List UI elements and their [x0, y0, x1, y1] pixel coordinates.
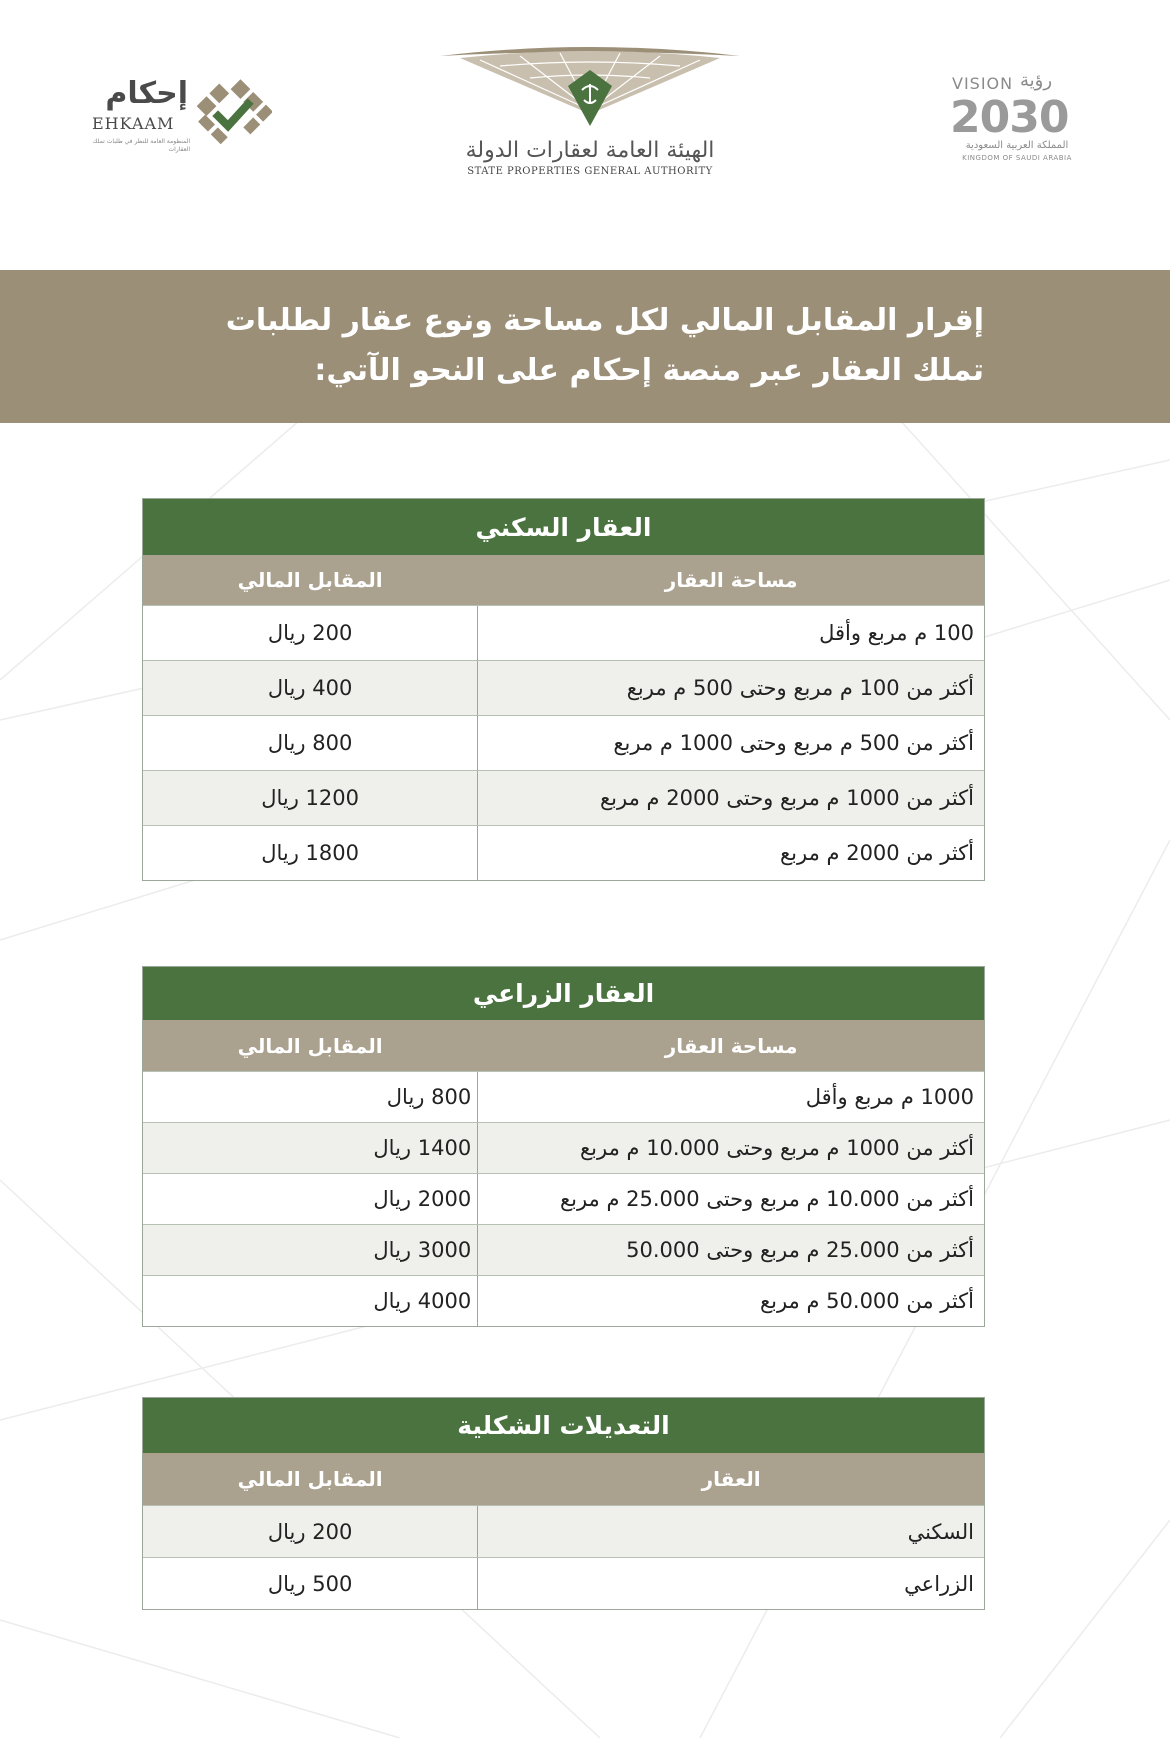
area-cell: أكثر من 1000 م مربع وحتى 2000 م مربع [477, 771, 984, 825]
table-row [143, 715, 984, 770]
area-cell: 100 م مربع وأقل [477, 606, 984, 660]
vision-country-en: KINGDOM OF SAUDI ARABIA [962, 154, 1072, 162]
fee-cell: 1200 ريال [261, 786, 359, 810]
header-fee: المقابل المالي [237, 1033, 383, 1058]
authority-name-ar: الهيئة العامة لعقارات الدولة [465, 138, 715, 163]
ehkaam-mark-icon [192, 76, 272, 156]
fee-cell: 3000 ريال [373, 1238, 472, 1262]
area-cell: أكثر من 2000 م مربع [477, 826, 984, 880]
agricultural-fee-table [142, 966, 985, 1327]
table-row [143, 1224, 984, 1275]
fee-cell: 1800 ريال [261, 841, 359, 865]
table-row [143, 605, 984, 660]
ehkaam-name-en: EHKAAM [92, 114, 175, 133]
table-row [143, 1557, 984, 1609]
vision-label-en: VISION [952, 74, 1014, 93]
fee-cell: 200 ريال [267, 621, 353, 645]
header-area: مساحة العقار [477, 1020, 984, 1071]
banner-line-1: إقرار المقابل المالي لكل مساحة ونوع عقار لطلبات [225, 303, 984, 338]
modifications-fee-table [142, 1397, 985, 1610]
vision-label-ar: رؤية [1020, 70, 1053, 91]
ehkaam-subtitle: المنظومة العامة للنظر في طلبات تملك العقارات [92, 138, 190, 153]
table-title: العقار السكني [143, 499, 984, 555]
authority-logo [440, 44, 740, 184]
table-row [143, 1122, 984, 1173]
table-row [143, 1275, 984, 1326]
area-cell: أكثر من 50.000 م مربع [477, 1276, 984, 1326]
residential-fee-table [142, 498, 985, 881]
fee-cell: 4000 ريال [373, 1289, 472, 1313]
vision-year: 2030 [950, 92, 1069, 143]
header-fee: المقابل المالي [237, 568, 383, 592]
header-logos [0, 0, 1170, 230]
table-header [143, 555, 984, 605]
area-cell: أكثر من 25.000 م مربع وحتى 50.000 [477, 1225, 984, 1275]
table-row [143, 1505, 984, 1557]
header-property: العقار [477, 1453, 984, 1505]
fee-cell: 500 ريال [267, 1571, 353, 1596]
table-header [143, 1453, 984, 1505]
table-title: التعديلات الشكلية [143, 1398, 984, 1453]
ehkaam-logo [88, 76, 278, 156]
area-cell: أكثر من 10.000 م مربع وحتى 25.000 م مربع [477, 1174, 984, 1224]
fee-cell: 200 ريال [267, 1519, 353, 1544]
area-cell: 1000 م مربع وأقل [477, 1072, 984, 1122]
fee-cell: 800 ريال [386, 1085, 472, 1109]
table-row [143, 1071, 984, 1122]
fee-cell: 400 ريال [267, 676, 353, 700]
table-header [143, 1020, 984, 1071]
header-area: مساحة العقار [477, 555, 984, 605]
vision-2030-logo [950, 70, 1090, 164]
fee-cell: 800 ريال [267, 731, 353, 755]
table-title: العقار الزراعي [143, 967, 984, 1020]
ehkaam-name-ar: إحكام [105, 76, 188, 111]
banner-text [124, 296, 984, 396]
property-cell: الزراعي [477, 1558, 984, 1609]
table-row [143, 660, 984, 715]
header-fee: المقابل المالي [237, 1467, 383, 1491]
fee-cell: 2000 ريال [373, 1187, 472, 1211]
fee-cell: 1400 ريال [373, 1136, 472, 1160]
table-row [143, 770, 984, 825]
banner-line-2: تملك العقار عبر منصة إحكام على النحو الآتي: [314, 353, 984, 388]
intro-banner [0, 270, 1170, 423]
vision-country-ar: المملكة العربية السعودية [965, 140, 1069, 151]
area-cell: أكثر من 1000 م مربع وحتى 10.000 م مربع [477, 1123, 984, 1173]
property-cell: السكني [477, 1506, 984, 1557]
table-row [143, 1173, 984, 1224]
area-cell: أكثر من 500 م مربع وحتى 1000 م مربع [477, 716, 984, 770]
authority-name-en: STATE PROPERTIES GENERAL AUTHORITY [467, 166, 713, 177]
table-row [143, 825, 984, 880]
area-cell: أكثر من 100 م مربع وحتى 500 م مربع [477, 661, 984, 715]
authority-emblem-icon [440, 44, 740, 136]
